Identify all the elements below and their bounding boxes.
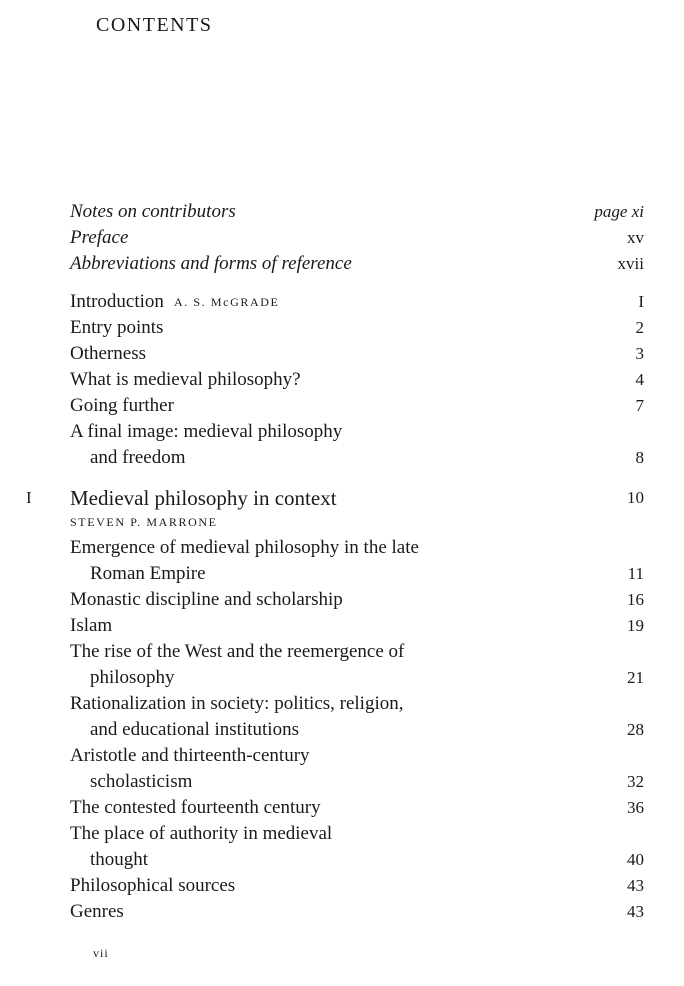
toc-entry-genres [70,899,644,925]
toc-entry-emergence-line-2 [70,561,644,587]
toc-entry-title: Aristotle and thirteenth-century [70,745,310,766]
toc-entry-aristotle-line-1 [70,743,644,769]
toc-entry-rationalization-line-2 [70,717,644,743]
toc-entry-page: xvii [617,254,644,273]
introduction-title: Introduction [70,291,164,312]
toc-entry-title: The contested fourteenth century [70,797,321,818]
toc-entry-title [70,289,279,315]
toc-entry-page: I [638,292,644,311]
toc-entry-page: 2 [635,318,644,337]
toc-entry-entry-points [70,315,644,341]
toc-entry-page: 8 [635,448,644,467]
toc-entry-place-of-authority-line-1 [70,821,644,847]
toc-entry-title-continued: Roman Empire [90,563,206,584]
toc-entry-title: Genres [70,901,124,922]
toc-entry-notes-on-contributors [70,199,644,225]
toc-entry-title-continued: and educational institutions [90,719,299,740]
toc-entry-title: The rise of the West and the reemergence of [70,641,405,662]
toc-entry-page: 19 [627,616,644,635]
toc-entry-title: Abbreviations and forms of reference [70,253,352,274]
toc-entry-title: The place of authority in medieval [70,823,333,844]
toc-entry-title: Philosophical sources [70,875,236,896]
toc-entry-aristotle-line-2 [70,769,644,795]
toc-entry-philosophical-sources [70,873,644,899]
toc-entry-preface [70,225,644,251]
toc-entry-page: 7 [635,396,644,415]
toc-entry-page: 28 [627,720,644,739]
toc-entry-chapter-1 [70,485,644,511]
toc-entry-page: 32 [627,772,644,791]
toc-entry-title: Preface [70,227,129,248]
toc-entry-final-image-line-1 [70,419,644,445]
toc-entry-title: Notes on contributors [70,201,236,222]
toc-entry-page [594,199,644,225]
toc-entry-introduction [70,289,644,315]
chapter-number: I [26,488,32,507]
toc-entry-title: Monastic discipline and scholarship [70,589,343,610]
toc-entry-page: 43 [627,876,644,895]
toc-entry-final-image-line-2 [70,445,644,471]
toc-entry-title-continued: philosophy [90,667,175,688]
toc-entry-otherness [70,341,644,367]
toc-entry-page: xv [627,228,644,247]
toc-entry-page: 36 [627,798,644,817]
toc-entry-title-continued: scholasticism [90,771,193,792]
toc-entry-title: A final image: medieval philosophy [70,421,343,442]
toc-entry-page: 4 [635,370,644,389]
contents-heading: CONTENTS [96,14,213,36]
toc-entry-rationalization-line-1 [70,691,644,717]
toc-entry-page: 43 [627,902,644,921]
toc-entry-page: 11 [627,564,644,583]
toc-entry-title: Otherness [70,343,146,364]
toc-entry-abbreviations [70,251,644,277]
toc-entry-page: 16 [627,590,644,609]
toc-entry-what-is-medieval-philosophy [70,367,644,393]
page-folio: vii [93,946,109,960]
toc-entry-islam [70,613,644,639]
toc-entry-page: 3 [635,344,644,363]
chapter-title: Medieval philosophy in context [70,486,337,510]
chapter-author: STEVEN P. MARRONE [70,515,218,529]
toc-entry-title: Entry points [70,317,164,338]
toc-entry-rise-of-west-line-2 [70,665,644,691]
toc-entry-page: 40 [627,850,644,869]
page-number: xi [631,202,644,221]
toc-entry-monastic-discipline [70,587,644,613]
toc-entry-title: What is medieval philosophy? [70,369,301,390]
toc-entry-rise-of-west-line-1 [70,639,644,665]
toc-entry-page: 21 [627,668,644,687]
toc-entry-title: Going further [70,395,174,416]
toc-entry-page: 10 [627,488,644,507]
introduction-author: A. S. McGRADE [173,295,280,309]
toc-entry-contested-fourteenth-century [70,795,644,821]
toc-entry-title: Emergence of medieval philosophy in the late [70,537,419,558]
toc-entry-title-continued: thought [90,849,149,870]
page-prefix: page [594,202,628,221]
toc-entry-title: Rationalization in society: politics, religion, [70,693,404,714]
toc-entry-emergence-line-1 [70,535,644,561]
toc-entry-title-continued: and freedom [90,447,186,468]
toc-entry-place-of-authority-line-2 [70,847,644,873]
toc-entry-going-further [70,393,644,419]
toc-entry-title: Islam [70,615,113,636]
